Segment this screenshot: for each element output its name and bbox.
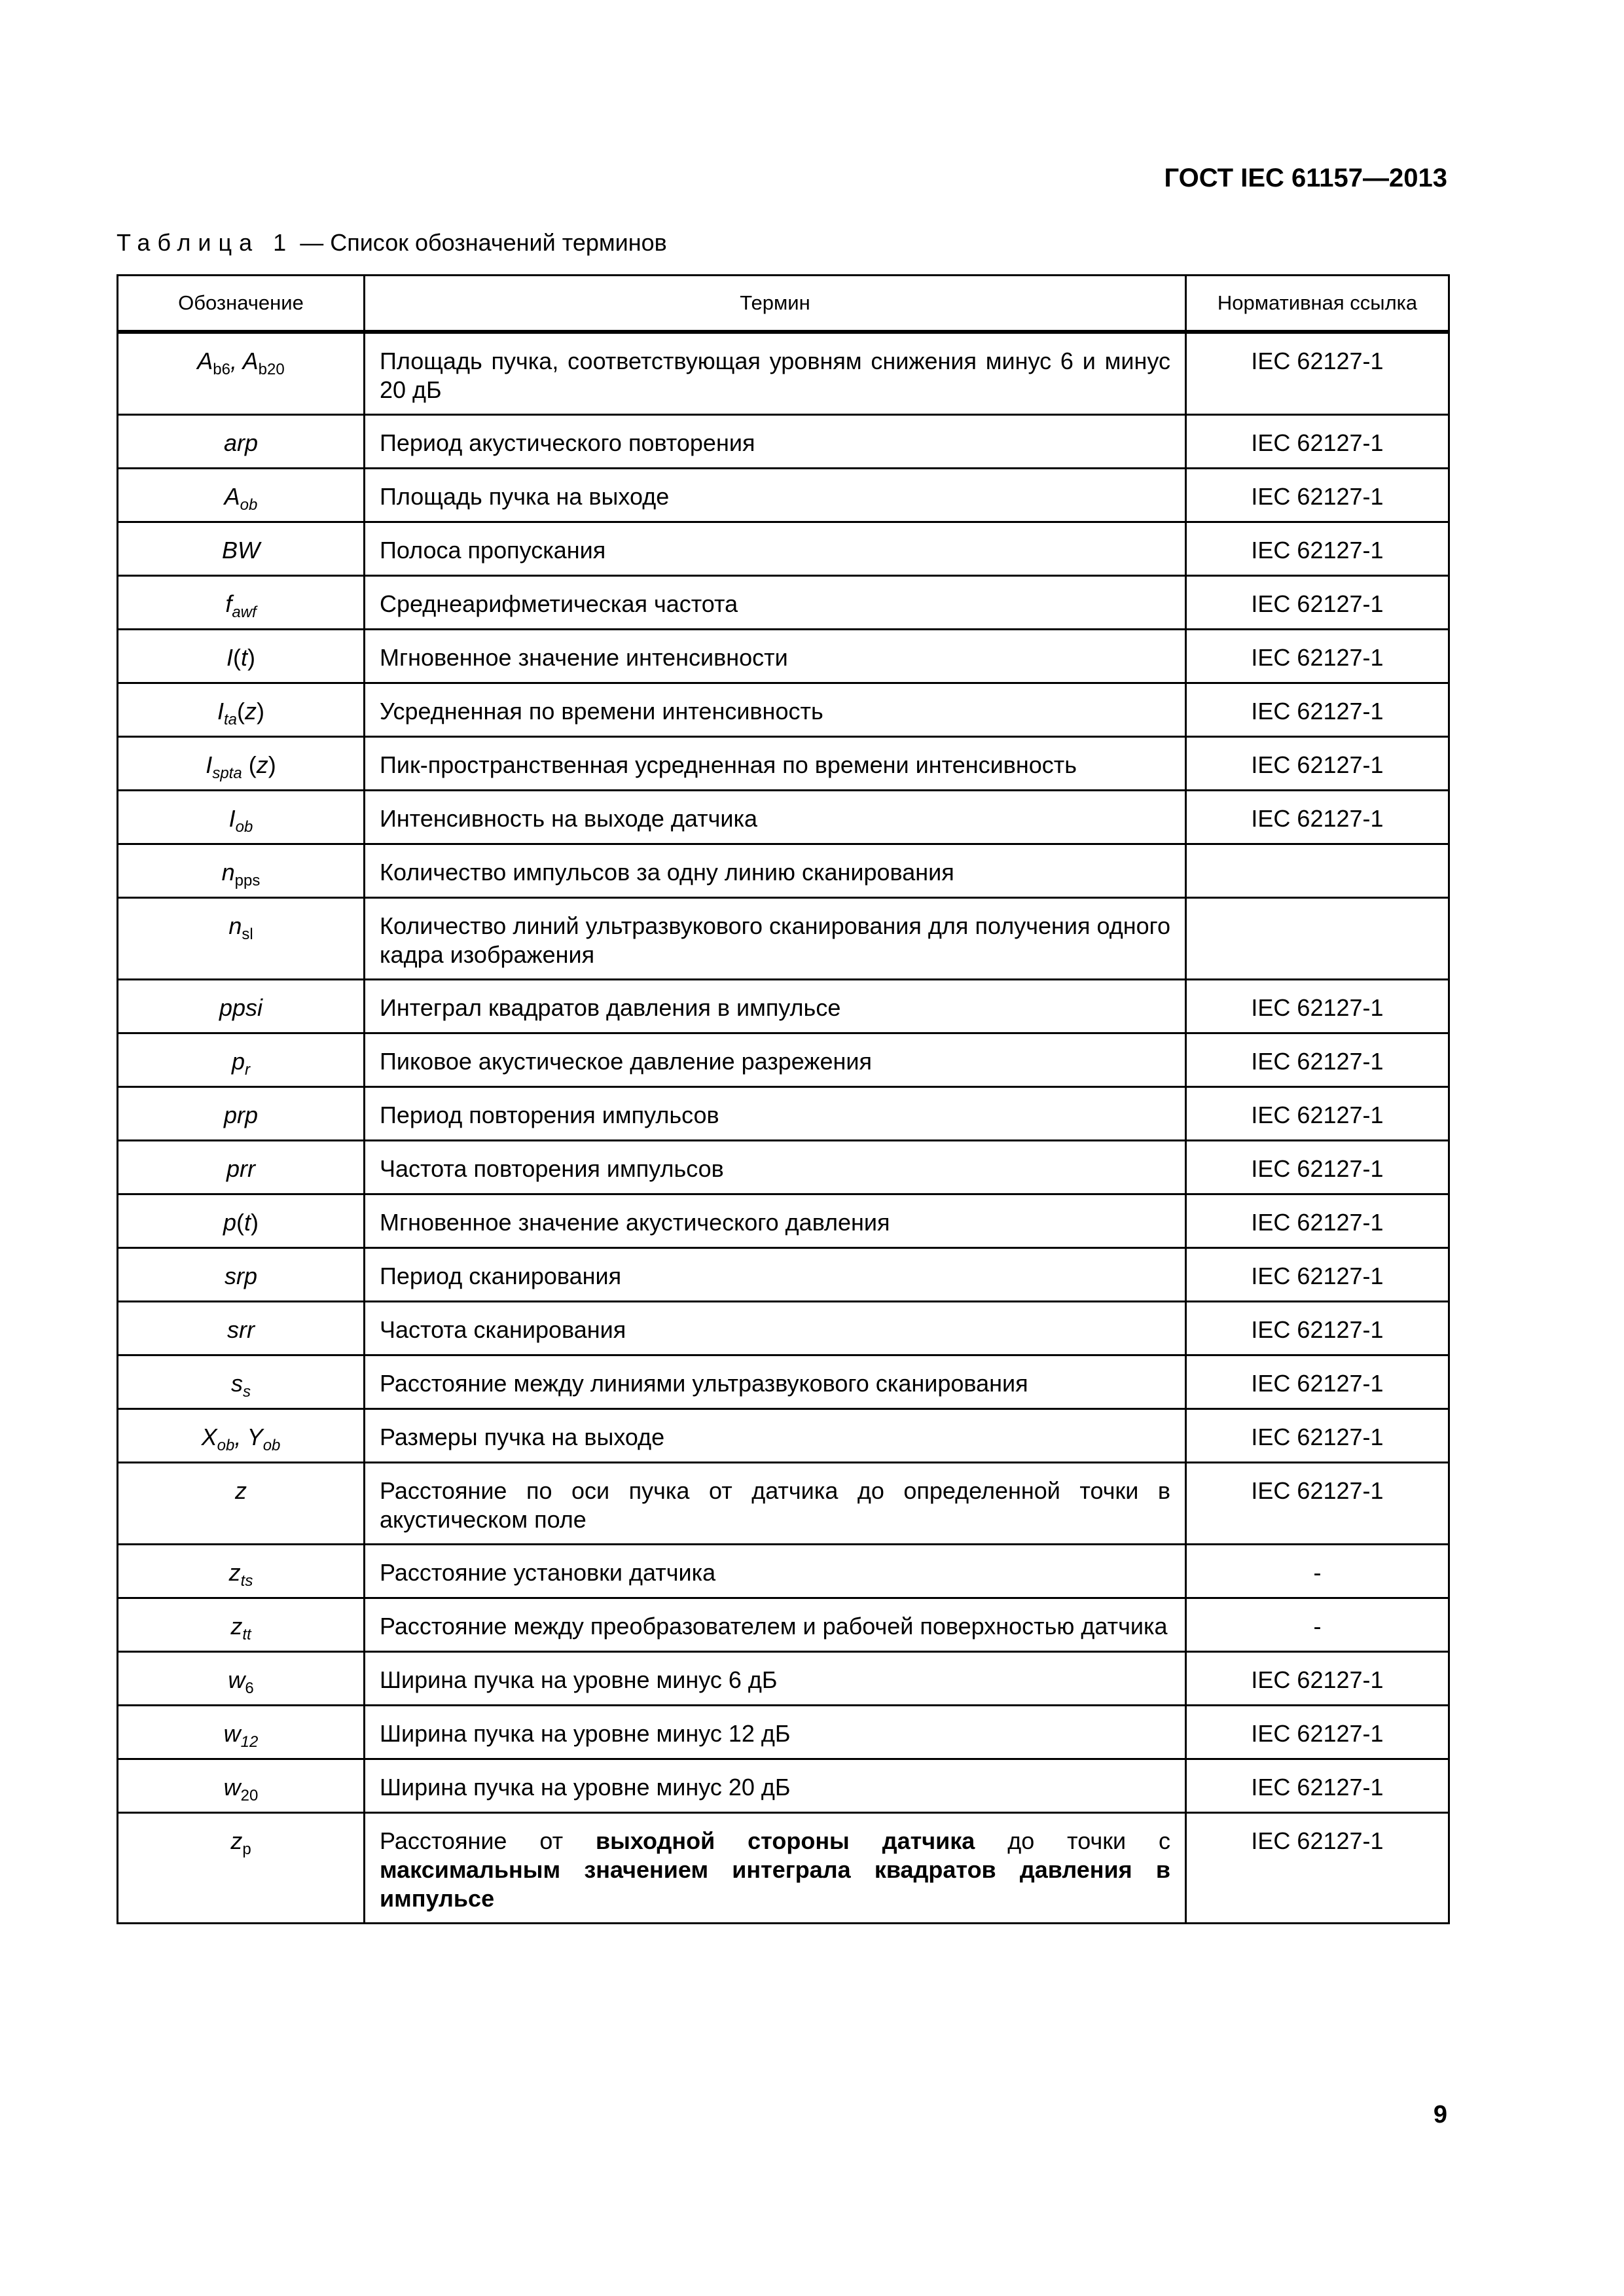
symbol-text: $I_{ob}$: [228, 805, 253, 836]
reference-cell: IEC 62127-1: [1186, 522, 1449, 576]
term-cell: Полоса пропускания: [365, 522, 1186, 576]
table-row: [118, 1813, 1449, 1924]
term-cell: Расстояние между преобразователем и рабочей поверхностью датчика: [365, 1598, 1186, 1652]
table-row: [118, 1652, 1449, 1706]
table-row: [118, 1598, 1449, 1652]
term-cell: Период акустического повторения: [365, 415, 1186, 469]
table-row: [118, 1194, 1449, 1248]
symbol-cell: [118, 737, 365, 791]
table-row: [118, 415, 1449, 469]
table-caption: [117, 229, 667, 257]
symbol-cell: z: [118, 1463, 365, 1545]
term-cell: Пиковое акустическое давление разрежения: [365, 1033, 1186, 1087]
reference-cell: IEC 62127-1: [1186, 630, 1449, 683]
table-caption-prefix: Таблица 1: [117, 229, 294, 256]
symbol-text: $A_{b6}$, $A_{b20}$: [197, 348, 285, 378]
table-row: [118, 522, 1449, 576]
table-row: [118, 1302, 1449, 1355]
table-row: [118, 1706, 1449, 1759]
table-row: [118, 737, 1449, 791]
reference-cell: IEC 62127-1: [1186, 737, 1449, 791]
symbol-text: $n_{sl}$: [228, 912, 253, 943]
symbol-cell: [118, 1355, 365, 1409]
reference-cell: IEC 62127-1: [1186, 1194, 1449, 1248]
symbol-cell: [118, 1033, 365, 1087]
term-cell: Количество линий ультразвукового сканирования для получения одного кадра изображения: [365, 898, 1186, 980]
symbol-cell: [118, 1598, 365, 1652]
term-cell: Расстояние между линиями ультразвукового сканирования: [365, 1355, 1186, 1409]
symbol-text: $w_{12}$: [223, 1720, 259, 1751]
symbol-text: $z_{tt}$: [230, 1613, 251, 1643]
symbol-text: $z_{ts}$: [228, 1559, 253, 1590]
term-cell: Площадь пучка на выходе: [365, 469, 1186, 522]
symbol-cell: prp: [118, 1087, 365, 1141]
reference-cell: [1186, 898, 1449, 980]
table-row: [118, 1409, 1449, 1463]
table-row: [118, 980, 1449, 1033]
table-row: [118, 1141, 1449, 1194]
table-row: [118, 469, 1449, 522]
symbol-cell: [118, 469, 365, 522]
reference-cell: IEC 62127-1: [1186, 683, 1449, 737]
reference-cell: IEC 62127-1: [1186, 1355, 1449, 1409]
table-row: [118, 791, 1449, 844]
table-row: [118, 1087, 1449, 1141]
term-cell: Период повторения импульсов: [365, 1087, 1186, 1141]
symbol-text: $z_p$: [230, 1827, 251, 1858]
term-cell: Период сканирования: [365, 1248, 1186, 1302]
term-cell: Расстояние установки датчика: [365, 1545, 1186, 1598]
symbol-text: $w_6$: [228, 1666, 254, 1697]
symbol-cell: [118, 844, 365, 898]
table-caption-text: — Список обозначений терминов: [300, 229, 667, 256]
term-cell: Усредненная по времени интенсивность: [365, 683, 1186, 737]
symbol-text: p(t): [223, 1209, 259, 1236]
reference-cell: IEC 62127-1: [1186, 332, 1449, 415]
table-row: [118, 1248, 1449, 1302]
symbol-cell: ppsi: [118, 980, 365, 1033]
symbol-cell: [118, 630, 365, 683]
symbol-text: $A_{ob}$: [224, 483, 258, 514]
term-cell: Интеграл квадратов давления в импульсе: [365, 980, 1186, 1033]
term-cell: Ширина пучка на уровне минус 12 дБ: [365, 1706, 1186, 1759]
reference-cell: IEC 62127-1: [1186, 1652, 1449, 1706]
symbol-cell: [118, 332, 365, 415]
term-cell: Ширина пучка на уровне минус 6 дБ: [365, 1652, 1186, 1706]
symbol-cell: BW: [118, 522, 365, 576]
symbol-text: $I_{ta}(z)$: [217, 698, 265, 728]
standard-code: ГОСТ IEC 61157—2013: [1164, 164, 1447, 192]
table-row: [118, 1545, 1449, 1598]
reference-cell: IEC 62127-1: [1186, 1302, 1449, 1355]
term-cell: Размеры пучка на выходе: [365, 1409, 1186, 1463]
symbol-cell: srr: [118, 1302, 365, 1355]
symbol-cell: [118, 791, 365, 844]
symbol-cell: [118, 1652, 365, 1706]
page-number: 9: [1433, 2101, 1447, 2128]
symbol-text: $X_{ob}$, $Y_{ob}$: [201, 1424, 281, 1454]
column-header-reference: Нормативная ссылка: [1186, 276, 1449, 332]
reference-cell: [1186, 844, 1449, 898]
reference-cell: IEC 62127-1: [1186, 1033, 1449, 1087]
term-cell: Пик-пространственная усредненная по времени интенсивность: [365, 737, 1186, 791]
bold-term-fragment: максимальным значением интеграла квадратов давления в импульсе: [380, 1856, 1170, 1912]
table-row: [118, 630, 1449, 683]
column-header-term: Термин: [365, 276, 1186, 332]
term-cell: Частота повторения импульсов: [365, 1141, 1186, 1194]
bold-term-fragment: выходной стороны датчика: [596, 1827, 975, 1854]
symbol-cell: srp: [118, 1248, 365, 1302]
reference-cell: IEC 62127-1: [1186, 576, 1449, 630]
term-cell: Среднеарифметическая частота: [365, 576, 1186, 630]
reference-cell: IEC 62127-1: [1186, 469, 1449, 522]
symbol-cell: [118, 1409, 365, 1463]
symbol-cell: [118, 683, 365, 737]
symbol-text: $n_{pps}$: [221, 859, 261, 889]
reference-cell: IEC 62127-1: [1186, 1141, 1449, 1194]
symbol-text: I(t): [226, 644, 256, 671]
term-cell: Ширина пучка на уровне минус 20 дБ: [365, 1759, 1186, 1813]
table-header-row: [118, 276, 1449, 332]
table-row: [118, 576, 1449, 630]
table-row: [118, 1355, 1449, 1409]
reference-cell: IEC 62127-1: [1186, 1087, 1449, 1141]
symbol-cell: [118, 1706, 365, 1759]
symbol-text: $I_{spta}$ (z): [206, 751, 276, 782]
reference-cell: IEC 62127-1: [1186, 980, 1449, 1033]
symbol-text: $f_{awf}$: [225, 590, 257, 621]
symbol-cell: [118, 1194, 365, 1248]
term-cell: Расстояние от выходной стороны датчика до точки с максимальным значением интеграла квадратов давления в импульсе: [365, 1813, 1186, 1924]
terms-table: [117, 274, 1450, 1924]
symbol-cell: prr: [118, 1141, 365, 1194]
reference-cell: IEC 62127-1: [1186, 1248, 1449, 1302]
reference-cell: IEC 62127-1: [1186, 791, 1449, 844]
term-cell: Площадь пучка, соответствующая уровням снижения минус 6 и минус 20 дБ: [365, 332, 1186, 415]
reference-cell: IEC 62127-1: [1186, 1409, 1449, 1463]
table-row: [118, 1033, 1449, 1087]
table-row: [118, 332, 1449, 415]
term-cell: Расстояние по оси пучка от датчика до определенной точки в акустическом поле: [365, 1463, 1186, 1545]
symbol-cell: [118, 898, 365, 980]
reference-cell: IEC 62127-1: [1186, 1759, 1449, 1813]
term-cell: Частота сканирования: [365, 1302, 1186, 1355]
table-row: [118, 1759, 1449, 1813]
symbol-text: $s_s$: [231, 1370, 251, 1401]
symbol-text: $w_{20}$: [223, 1774, 259, 1804]
symbol-cell: [118, 1813, 365, 1924]
symbol-cell: [118, 1759, 365, 1813]
reference-cell: -: [1186, 1545, 1449, 1598]
reference-cell: IEC 62127-1: [1186, 1463, 1449, 1545]
term-cell: Количество импульсов за одну линию сканирования: [365, 844, 1186, 898]
reference-cell: IEC 62127-1: [1186, 415, 1449, 469]
table-row: [118, 844, 1449, 898]
reference-cell: IEC 62127-1: [1186, 1813, 1449, 1924]
symbol-cell: [118, 576, 365, 630]
reference-cell: -: [1186, 1598, 1449, 1652]
term-cell: Мгновенное значение акустического давления: [365, 1194, 1186, 1248]
reference-cell: IEC 62127-1: [1186, 1706, 1449, 1759]
table-row: [118, 898, 1449, 980]
table-row: [118, 683, 1449, 737]
symbol-text: $p_r$: [231, 1048, 251, 1079]
symbol-cell: arp: [118, 415, 365, 469]
term-cell: Мгновенное значение интенсивности: [365, 630, 1186, 683]
term-cell: Интенсивность на выходе датчика: [365, 791, 1186, 844]
column-header-symbol: Обозначение: [118, 276, 365, 332]
symbol-cell: [118, 1545, 365, 1598]
table-row: [118, 1463, 1449, 1545]
